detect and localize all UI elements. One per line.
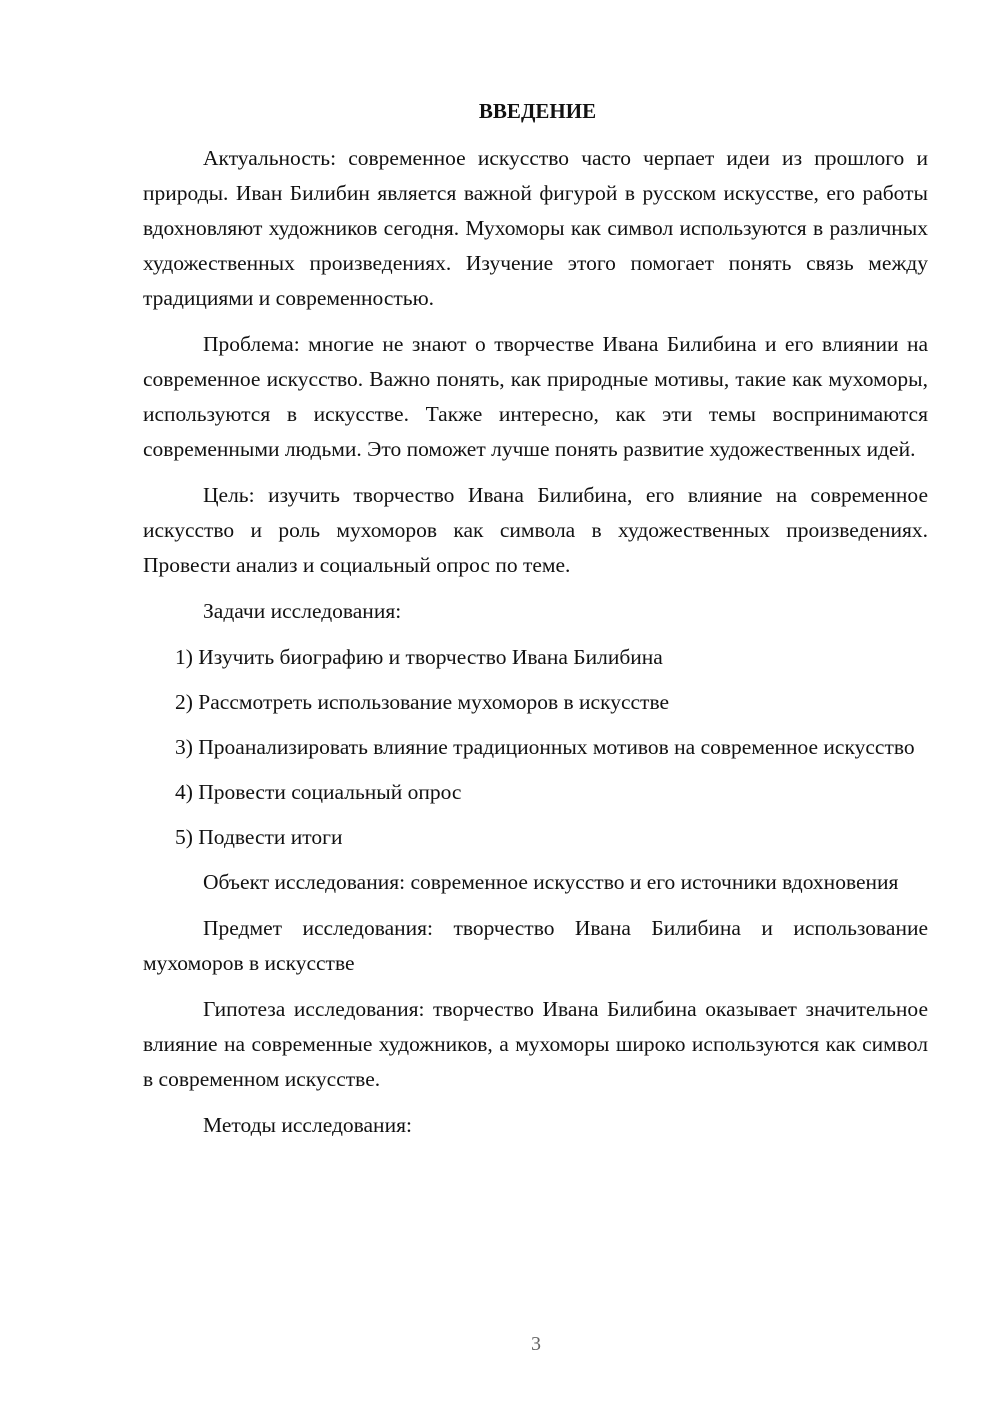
tasks-heading: Задачи исследования: — [203, 599, 402, 623]
task-item-4: 4) Провести социальный опрос — [175, 780, 462, 804]
paragraph-problem: Проблема: многие не знают о творчестве Ивана Билибина и его влиянии на современное искусство. Важно понять, как природные мотивы, такие как мухоморы, используются в искусстве. Также интересно, как эти темы воспринимаются современными людьми. Это поможет лучше понять развитие художественных идей. — [143, 332, 928, 461]
paragraph-object: Объект исследования: современное искусство и его источники вдохновения — [203, 870, 899, 894]
task-item-3: 3) Проанализировать влияние традиционных мотивов на современное искусство — [175, 735, 915, 759]
section-title: ВВЕДЕНИЕ — [478, 99, 597, 123]
page-number: 3 — [531, 1333, 541, 1355]
task-item-1: 1) Изучить биографию и творчество Ивана Билибина — [175, 645, 663, 669]
task-item-5: 5) Подвести итоги — [175, 825, 343, 849]
page-content — [143, 94, 928, 1154]
methods-heading: Методы исследования: — [203, 1113, 412, 1137]
paragraph-relevance: Актуальность: современное искусство часто черпает идеи из прошлого и природы. Иван Билибин является важной фигурой в русском искусстве, его работы вдохновляют художников сегодня. Мухоморы как символ используются в различных художественных произведениях. Изучение этого помогает понять связь между традициями и современностью. — [143, 146, 928, 310]
paragraph-hypothesis: Гипотеза исследования: творчество Ивана Билибина оказывает значительное влияние на современные художников, а мухоморы широко используются как символ в современном искусстве. — [143, 997, 928, 1091]
paragraph-subject: Предмет исследования: творчество Ивана Билибина и использование мухоморов в искусстве — [143, 916, 928, 975]
paragraph-goal: Цель: изучить творчество Ивана Билибина, его влияние на современное искусство и роль мухоморов как символа в художественных произведениях. Провести анализ и социальный опрос по теме. — [143, 483, 928, 577]
task-item-2: 2) Рассмотреть использование мухоморов в искусстве — [175, 690, 670, 714]
